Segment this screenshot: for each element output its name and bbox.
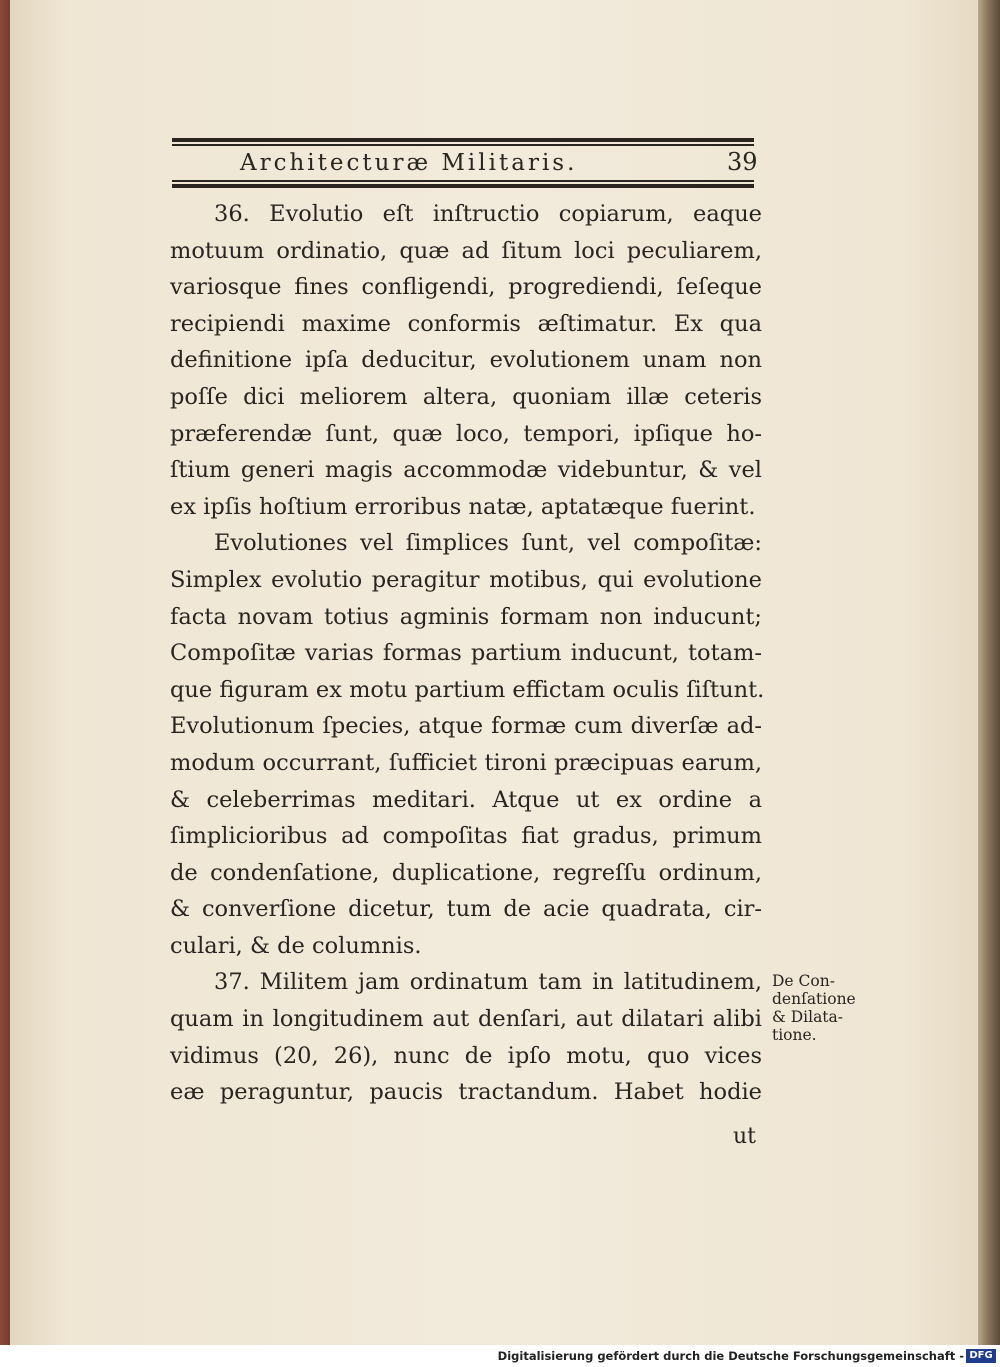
text-line: recipiendi maxime conformis æſtimatur. Ex qua bbox=[170, 310, 762, 337]
text-line: Evolutiones vel ſimplices ſunt, vel compoſitæ: bbox=[214, 530, 762, 557]
text-line: variosque fines confligendi, progrediendi, ſeſeque bbox=[170, 274, 762, 301]
header-rule-bottom-thin bbox=[172, 180, 754, 182]
text-line: Simplex evolutio peragitur motibus, qui evolutione bbox=[170, 566, 762, 593]
text-line: Evolutionum ſpecies, atque formæ cum diverſæ ad- bbox=[170, 713, 762, 740]
header-rule-top bbox=[172, 138, 754, 142]
text-line: facta novam totius agminis formam non inducunt; bbox=[170, 603, 762, 630]
text-line: ex ipſis hoſtium erroribus natæ, aptatæque fuerint. bbox=[170, 493, 756, 520]
body-text bbox=[170, 196, 765, 1111]
text-line: definitione ipſa deducitur, evolutionem unam non bbox=[170, 347, 762, 374]
page-number: 39 bbox=[727, 148, 758, 176]
text-line: ſimplicioribus ad compoſitas fiat gradus, primum bbox=[170, 823, 762, 850]
margin-note bbox=[772, 972, 862, 1044]
margin-note-line: tione. bbox=[772, 1026, 817, 1044]
catchword: ut bbox=[733, 1124, 757, 1149]
text-line: vidimus (20, 26), nunc de ipſo motu, quo vices bbox=[170, 1042, 762, 1069]
text-line: que figuram ex motu partium effictam oculis ſiſtunt. bbox=[170, 676, 765, 703]
text-line: modum occurrant, ſufficiet tironi præcipuas earum, bbox=[170, 749, 762, 776]
margin-note-line: De Con- bbox=[772, 972, 835, 990]
text-line: poſſe dici meliorem altera, quoniam illæ ceteris bbox=[170, 383, 762, 410]
text-line: Compoſitæ varias formas partium inducunt, totam- bbox=[170, 640, 762, 667]
text-line: 37. Militem jam ordinatum tam in latitudinem, bbox=[214, 969, 762, 996]
text-line: & converſione dicetur, tum de acie quadrata, cir- bbox=[170, 896, 762, 923]
text-line: præferendæ ſunt, quæ loco, tempori, ipſique ho- bbox=[170, 420, 762, 447]
text-line: eæ peraguntur, paucis tractandum. Habet hodie bbox=[170, 1079, 762, 1106]
text-line: culari, & de columnis. bbox=[170, 932, 422, 959]
page-edge-shadow bbox=[978, 0, 1000, 1345]
text-line: motuum ordinatio, quæ ad ſitum loci peculiarem, bbox=[170, 237, 762, 264]
header-rule-top-thin bbox=[172, 144, 754, 146]
text-line: ſtium generi magis accommodæ videbuntur, & vel bbox=[170, 457, 762, 484]
margin-note-line: denſatione bbox=[772, 990, 856, 1008]
header-rule-bottom bbox=[172, 184, 754, 188]
margin-note-line: & Dilata- bbox=[772, 1008, 844, 1026]
running-title: Architecturæ Militaris. bbox=[240, 150, 578, 176]
text-line: quam in longitudinem aut denſari, aut dilatari alibi bbox=[170, 1006, 762, 1033]
text-line: 36. Evolutio eſt inſtructio copiarum, eaque bbox=[214, 201, 762, 227]
footer-credit: Digitalisierung gefördert durch die Deutsche Forschungsgemeinschaft - bbox=[497, 1349, 964, 1363]
dfg-logo: DFG bbox=[966, 1349, 996, 1363]
text-line: & celeberrimas meditari. Atque ut ex ordine a bbox=[170, 786, 762, 813]
footer-bar bbox=[0, 1345, 1000, 1367]
text-line: de condenſatione, duplicatione, regreſſu ordinum, bbox=[170, 859, 762, 886]
